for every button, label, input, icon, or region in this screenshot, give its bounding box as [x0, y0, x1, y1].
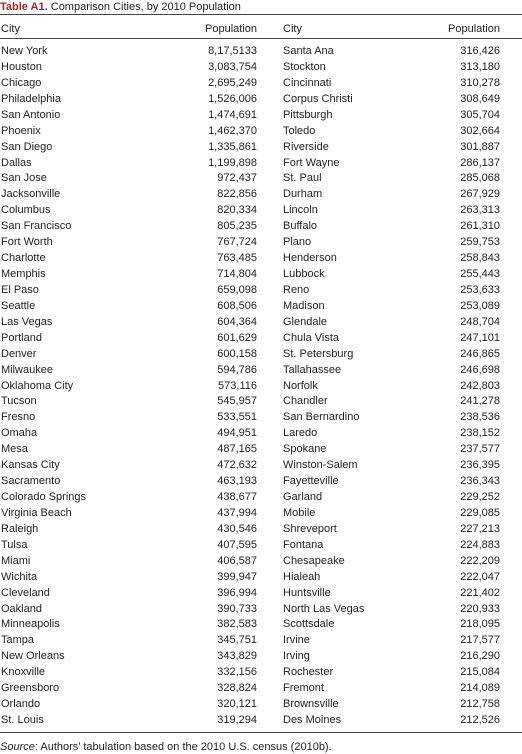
city-left: Portland [1, 331, 42, 344]
city-right: Chula Vista [283, 331, 340, 344]
table-row [0, 409, 522, 425]
table-row [0, 266, 522, 282]
table-row [0, 696, 522, 712]
population-left: 1,474,691 [208, 108, 257, 121]
city-left: St. Louis [1, 714, 44, 727]
city-right: Huntsville [283, 586, 331, 599]
population-left: 390,733 [217, 602, 257, 615]
population-right: 308,649 [460, 92, 500, 105]
city-right: Lubbock [283, 268, 325, 281]
header-city-left: City [1, 23, 20, 35]
population-right: 227,213 [460, 522, 500, 535]
city-right: Fort Wayne [283, 156, 340, 169]
city-left: Las Vegas [1, 315, 53, 328]
population-left: 594,786 [217, 363, 257, 376]
city-left: Tampa [1, 634, 35, 647]
population-right: 221,402 [460, 586, 500, 599]
population-left: 430,546 [217, 522, 257, 535]
table-row [0, 393, 522, 409]
table-label: Table A1. [0, 1, 48, 13]
table-row [0, 330, 522, 346]
city-right: Shreveport [283, 522, 337, 535]
table-row [0, 234, 522, 250]
table-row [0, 664, 522, 680]
population-left: 472,632 [217, 459, 257, 472]
population-right: 248,704 [460, 315, 500, 328]
table-title: Comparison Cities, by 2010 Population [47, 1, 241, 13]
top-rule [0, 14, 522, 15]
city-left: San Jose [1, 172, 47, 185]
population-right: 310,278 [460, 76, 500, 89]
city-right: Henderson [283, 252, 337, 265]
population-left: 396,994 [217, 586, 257, 599]
population-left: 600,158 [217, 347, 257, 360]
city-right: Tallahassee [283, 363, 342, 376]
population-right: 285,068 [460, 172, 500, 185]
city-left: Miami [1, 554, 31, 567]
population-right: 316,426 [460, 45, 500, 57]
population-left: 1,462,370 [208, 124, 257, 137]
city-left: Chicago [1, 76, 42, 89]
population-right: 216,290 [460, 650, 500, 663]
table-row [0, 314, 522, 330]
city-right: Chandler [283, 395, 328, 408]
table-row [0, 107, 522, 123]
city-left: New York [1, 45, 48, 57]
city-right: Plano [283, 236, 312, 249]
population-left: 332,156 [217, 666, 257, 679]
city-left: El Paso [1, 283, 39, 296]
population-left: 3,083,754 [208, 60, 257, 73]
population-right: 229,085 [460, 506, 500, 519]
city-right: Rochester [283, 666, 334, 679]
population-right: 313,180 [460, 60, 500, 73]
city-left: Virginia Beach [1, 506, 72, 519]
population-left: 1,335,861 [208, 140, 257, 153]
city-right: Fayetteville [283, 475, 339, 488]
population-left: 820,334 [217, 204, 257, 217]
header-rule [0, 38, 522, 39]
city-left: Fort Worth [1, 236, 53, 249]
table-row [0, 218, 522, 234]
table-row [0, 91, 522, 107]
table-row [0, 155, 522, 171]
city-right: Laredo [283, 427, 318, 440]
table-row [0, 186, 522, 202]
population-left: 487,165 [217, 443, 257, 456]
population-right: 238,152 [460, 427, 500, 440]
city-right: Norfolk [283, 379, 318, 392]
city-right: Winston-Salem [283, 459, 358, 472]
table-row [0, 648, 522, 664]
city-right: Fontana [283, 538, 324, 551]
city-right: Irving [283, 650, 310, 663]
population-left: 1,199,898 [208, 156, 257, 169]
header-population-left: Population [205, 23, 257, 35]
population-left: 343,829 [217, 650, 257, 663]
city-left: Jacksonville [1, 188, 61, 201]
city-left: Mesa [1, 443, 28, 456]
population-right: 238,536 [460, 411, 500, 424]
population-left: 604,364 [217, 315, 257, 328]
population-right: 222,047 [460, 570, 500, 583]
population-right: 302,664 [460, 124, 500, 137]
population-right: 253,089 [460, 299, 500, 312]
city-left: Sacramento [1, 475, 61, 488]
city-left: Omaha [1, 427, 38, 440]
city-left: Oklahoma City [1, 379, 74, 392]
city-right: Santa Ana [283, 45, 334, 57]
table-caption [0, 0, 522, 14]
table-row [0, 616, 522, 632]
city-left: Tulsa [1, 538, 28, 551]
city-left: Memphis [1, 268, 46, 281]
city-left: Denver [1, 347, 37, 360]
table-row [0, 362, 522, 378]
table-row [0, 521, 522, 537]
city-right: Madison [283, 299, 325, 312]
population-right: 253,633 [460, 283, 500, 296]
population-right: 215,084 [460, 666, 500, 679]
header-population-right: Population [448, 23, 500, 35]
table-row [0, 680, 522, 696]
population-left: 8,17,5133 [208, 45, 257, 57]
population-right: 261,310 [460, 220, 500, 233]
city-right: North Las Vegas [283, 602, 365, 615]
city-left: San Diego [1, 140, 53, 153]
table-row [0, 537, 522, 553]
population-right: 237,577 [460, 443, 500, 456]
city-left: San Antonio [1, 108, 61, 121]
table-row [0, 585, 522, 601]
table-row [0, 553, 522, 569]
city-left: Philadelphia [1, 92, 61, 105]
table-row [0, 170, 522, 186]
population-right: 236,343 [460, 475, 500, 488]
population-right: 246,865 [460, 347, 500, 360]
city-right: St. Paul [283, 172, 322, 185]
city-left: Orlando [1, 698, 41, 711]
city-left: Fresno [1, 411, 36, 424]
population-left: 573,116 [218, 379, 257, 392]
city-right: Reno [283, 283, 310, 296]
population-left: 320,121 [217, 698, 257, 711]
city-left: Milwaukee [1, 363, 53, 376]
population-left: 494,951 [217, 427, 257, 440]
city-left: Minneapolis [1, 618, 60, 631]
population-right: 305,704 [460, 108, 500, 121]
population-right: 263,313 [460, 204, 500, 217]
city-right: Scottsdale [283, 618, 335, 631]
bottom-rule [0, 732, 522, 733]
header-row [0, 21, 522, 37]
table-row [0, 473, 522, 489]
table-row [0, 712, 522, 728]
table-row [0, 441, 522, 457]
population-right: 259,753 [460, 236, 500, 249]
population-right: 220,933 [460, 602, 500, 615]
population-right: 212,758 [460, 698, 500, 711]
population-left: 545,957 [217, 395, 257, 408]
population-right: 301,887 [460, 140, 500, 153]
population-left: 1,526,006 [208, 92, 257, 105]
city-right: Corpus Christi [283, 92, 353, 105]
population-left: 767,724 [217, 236, 257, 249]
population-left: 659,098 [217, 283, 257, 296]
population-right: 217,577 [460, 634, 500, 647]
city-right: Buffalo [283, 220, 318, 233]
city-left: Kansas City [1, 459, 60, 472]
population-left: 533,551 [217, 411, 257, 424]
population-left: 822,856 [217, 188, 257, 201]
population-right: 267,929 [460, 188, 500, 201]
source-text: : Authors’ tabulation based on the 2010 U.S. census (2010b). [34, 741, 332, 753]
table-row [0, 139, 522, 155]
city-left: Charlotte [1, 252, 46, 265]
table-row [0, 298, 522, 314]
city-right: Garland [283, 491, 323, 504]
city-left: Seattle [1, 299, 36, 312]
population-right: 258,843 [460, 252, 500, 265]
city-right: Brownsville [283, 698, 339, 711]
population-left: 463,193 [217, 475, 257, 488]
city-left: Phoenix [1, 124, 41, 137]
population-right: 229,252 [460, 491, 500, 504]
population-right: 286,137 [460, 156, 500, 169]
table-row [0, 601, 522, 617]
city-left: New Orleans [1, 650, 65, 663]
city-right: Fremont [283, 682, 324, 695]
population-left: 438,677 [217, 491, 257, 504]
city-right: Stockton [283, 60, 326, 73]
table-row [0, 457, 522, 473]
city-left: Dallas [1, 156, 32, 169]
city-right: Lincoln [283, 204, 318, 217]
table-row [0, 425, 522, 441]
table-row [0, 59, 522, 75]
city-left: Tucson [1, 395, 37, 408]
population-left: 608,506 [217, 299, 257, 312]
population-left: 382,583 [217, 618, 257, 631]
population-right: 214,089 [460, 682, 500, 695]
population-right: 247,101 [460, 331, 500, 344]
city-right: Durham [283, 188, 323, 201]
population-left: 399,947 [217, 570, 257, 583]
table-row [0, 75, 522, 91]
population-left: 805,235 [217, 220, 257, 233]
header-city-right: City [283, 23, 302, 35]
city-right: Pittsburgh [283, 108, 333, 121]
city-left: Columbus [1, 204, 51, 217]
city-right: Spokane [283, 443, 327, 456]
population-left: 328,824 [217, 682, 257, 695]
table-row [0, 123, 522, 139]
source-label: Source [0, 741, 35, 753]
table-row [0, 346, 522, 362]
city-left: Houston [1, 60, 42, 73]
population-right: 241,278 [460, 395, 500, 408]
table-row [0, 250, 522, 266]
population-right: 242,803 [460, 379, 500, 392]
population-right: 222,209 [460, 554, 500, 567]
city-right: Toledo [283, 124, 316, 137]
population-left: 601,629 [217, 331, 257, 344]
city-left: Knoxville [1, 666, 46, 679]
population-left: 437,994 [217, 506, 257, 519]
population-left: 714,804 [217, 268, 257, 281]
table-row [0, 489, 522, 505]
table-row [0, 569, 522, 585]
city-left: Oakland [1, 602, 42, 615]
city-right: Chesapeake [283, 554, 345, 567]
city-right: Riverside [283, 140, 329, 153]
table-row [0, 202, 522, 218]
population-left: 319,294 [217, 714, 257, 727]
city-left: San Francisco [1, 220, 72, 233]
population-right: 224,883 [460, 538, 500, 551]
city-left: Raleigh [1, 522, 39, 535]
city-right: Cincinnati [283, 76, 332, 89]
population-left: 407,595 [217, 538, 257, 551]
table-row [0, 282, 522, 298]
city-right: Des Moines [283, 714, 342, 727]
population-right: 255,443 [460, 268, 500, 281]
population-left: 2,695,249 [208, 76, 257, 89]
population-left: 406,587 [217, 554, 257, 567]
source-note [0, 740, 522, 754]
table-row [0, 505, 522, 521]
city-left: Colorado Springs [1, 491, 86, 504]
city-right: San Bernardino [283, 411, 360, 424]
city-right: Mobile [283, 506, 316, 519]
population-left: 345,751 [217, 634, 257, 647]
population-left: 763,485 [217, 252, 257, 265]
city-right: Hialeah [283, 570, 321, 583]
table-row [0, 43, 522, 59]
city-right: St. Petersburg [283, 347, 354, 360]
city-right: Glendale [283, 315, 328, 328]
population-right: 218,095 [460, 618, 500, 631]
city-left: Wichita [1, 570, 38, 583]
table-row [0, 378, 522, 394]
population-right: 212,526 [460, 714, 500, 727]
city-left: Greensboro [1, 682, 60, 695]
city-left: Cleveland [1, 586, 50, 599]
population-left: 972,437 [217, 172, 257, 185]
table-row [0, 632, 522, 648]
city-right: Irvine [283, 634, 310, 647]
population-right: 236,395 [460, 459, 500, 472]
population-right: 246,698 [460, 363, 500, 376]
